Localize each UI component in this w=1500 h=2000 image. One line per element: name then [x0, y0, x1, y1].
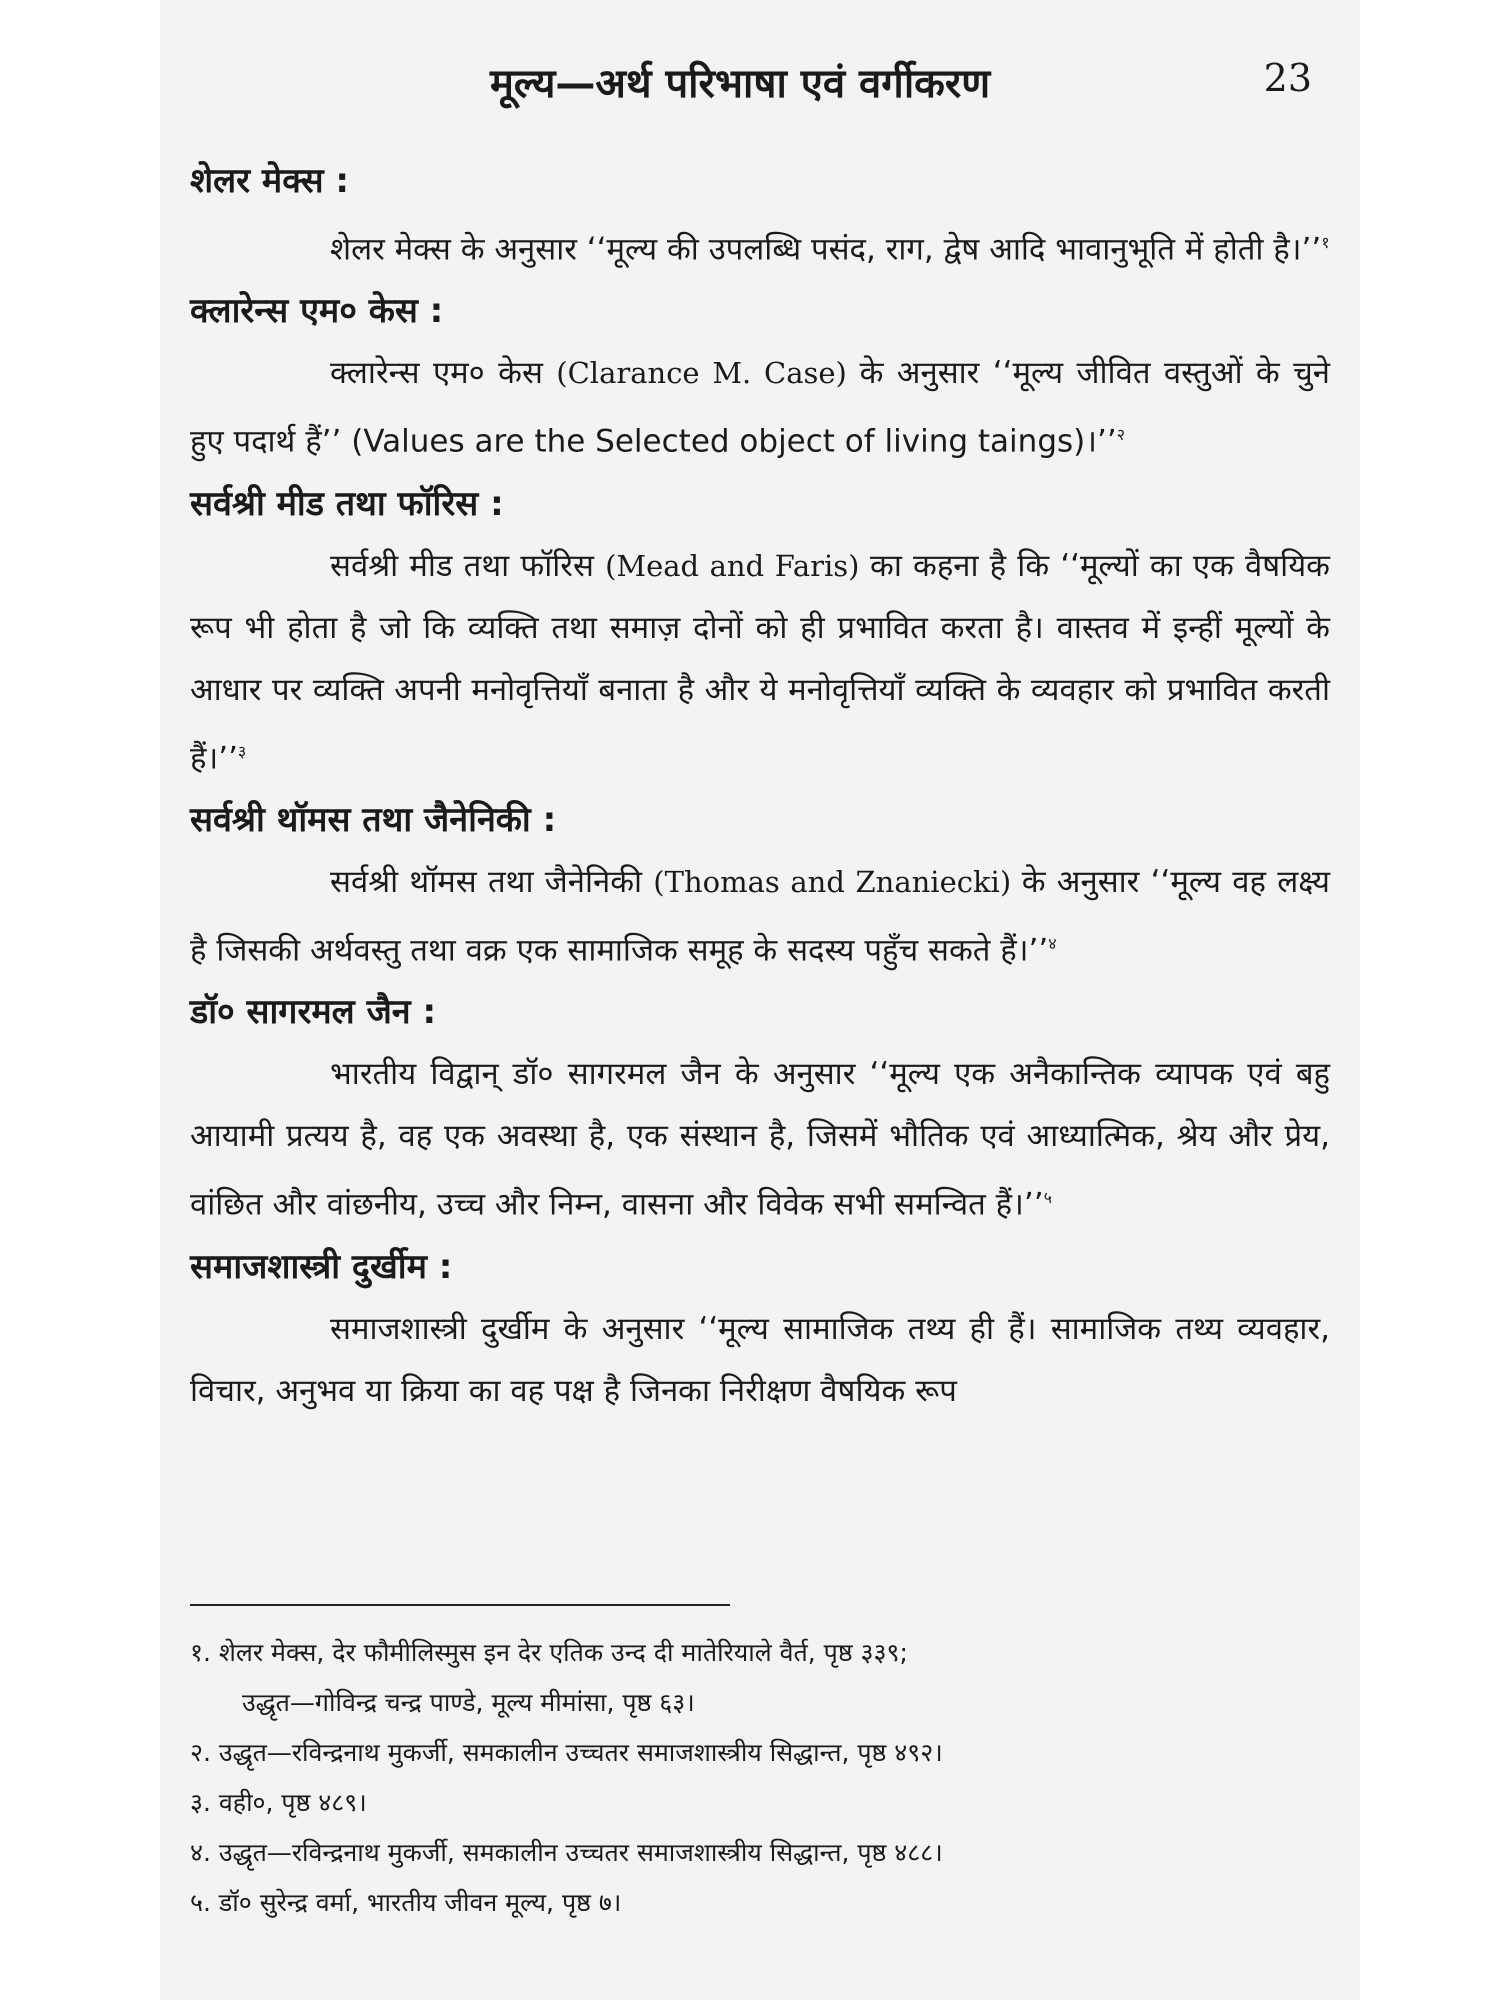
footnotes [190, 1628, 1330, 1928]
paragraph-text: समाजशास्त्री दुर्खीम के अनुसार ‘‘मूल्य सामाजिक तथ्य ही हैं। सामाजिक तथ्य व्यवहार, विचार, अनुभव या क्रिया का वह पक्ष है जिनका निरीक्षण वैषयिक रूप [190, 1310, 1330, 1409]
footnote-item: १. शेलर मेक्स, देर फौमीलिस्मुस इन देर एतिक उन्द दी मातेरियाले वैर्त, पृष्ठ ३३९; [190, 1638, 908, 1667]
section-mead-faris [190, 473, 1330, 789]
page-body [190, 150, 1330, 1422]
footnote-marker: १ [1321, 233, 1330, 252]
chapter-title: मूल्य—अर्थ परिभाषा एवं वर्गीकरण [490, 61, 991, 107]
latin-name: (Clarance M. Case) [556, 356, 860, 391]
section-case [190, 280, 1330, 472]
section-paragraph [190, 212, 1330, 280]
section-heading: शेलर मेक्स : [190, 161, 349, 201]
section-sagarmal-jain [190, 981, 1330, 1235]
footnote-continuation: उद्धृत—गोविन्द्र चन्द्र पाण्डे, मूल्य मीमांसा, पृष्ठ ६३। [242, 1688, 695, 1717]
footnote-marker: २ [1116, 425, 1126, 445]
page-number: 23 [1263, 56, 1312, 100]
footnote-marker: ३ [237, 741, 247, 761]
section-heading: डॉ० सागरमल जैन : [190, 992, 437, 1033]
latin-name: (Mead and Faris) [605, 548, 871, 583]
section-heading: सर्वश्री थॉमस तथा जैनेनिकी : [190, 799, 557, 840]
section-durkheim [190, 1236, 1330, 1422]
paragraph-text-continued: के अनुसार ‘‘मूल्य जीवित वस्तुओं के चुने हुए पदार्थ हैं’’ (Values are the Selected object of living taings)।’’ [190, 355, 1330, 460]
paragraph-text: सर्वश्री मीड तथा फॉरिस [330, 547, 606, 584]
paragraph-text: सर्वश्री थॉमस तथा जैनेनिकी [330, 863, 654, 900]
section-paragraph [190, 1298, 1330, 1422]
running-header [160, 48, 1360, 108]
section-paragraph [190, 342, 1330, 472]
section-heading: समाजशास्त्री दुर्खीम : [190, 1246, 453, 1287]
section-paragraph [190, 535, 1330, 789]
book-page [160, 0, 1360, 2000]
section-scheler [190, 150, 1330, 280]
section-paragraph [190, 1043, 1330, 1235]
section-thomas-znaniecki [190, 789, 1330, 981]
footnote-marker: ४ [1048, 933, 1057, 953]
paragraph-text-continued: का कहना है कि ‘‘मूल्यों का एक वैषयिक रूप भी होता है जो कि व्यक्ति तथा समाज़ दोनों को ही प्रभावित करता है। वास्तव में इन्हीं मूल्यों के आधार पर व्यक्ति अपनी मनोवृत्तियाँ बनाता है और ये मनोवृत्तियाँ व्यक्ति के व्यवहार को प्रभावित करती हैं।’’ [190, 547, 1330, 776]
paragraph-text: शेलर मेक्स के अनुसार ‘‘मूल्य की उपलब्धि पसंद, राग, द्वेष आदि भावानुभूति में होती है।’’ [330, 231, 1322, 268]
paragraph-text-continued: के अनुसार ‘‘मूल्य वह लक्ष्य है जिसकी अर्थवस्तु तथा वक्र एक सामाजिक समूह के सदस्य पहुँच सकते हैं।’’ [190, 863, 1330, 969]
footnote-marker: ५ [1043, 1188, 1052, 1208]
footnote-item: ३. वही०, पृष्ठ ४८९। [190, 1788, 367, 1817]
section-heading: सर्वश्री मीड तथा फॉरिस : [190, 483, 504, 524]
latin-name: (Thomas and Znaniecki) [653, 864, 1022, 899]
paragraph-text: भारतीय विद्वान् डॉ० सागरमल जैन के अनुसार ‘‘मूल्य एक अनैकान्तिक व्यापक एवं बहु आयामी प्रत्यय है, वह एक अवस्था है, एक संस्थान है, जिसमें भौतिक एवं आध्यात्मिक, श्रेय और प्रेय, वांछित और वांछनीय, उच्च और निम्न, वासना और विवेक सभी समन्वित हैं।’’ [190, 1056, 1330, 1223]
footnote-divider [190, 1604, 730, 1606]
section-heading: क्लारेन्स एम० केस : [190, 291, 444, 332]
footnote-item: ५. डॉ० सुरेन्द्र वर्मा, भारतीय जीवन मूल्य, पृष्ठ ७। [190, 1888, 622, 1917]
page-margin [0, 0, 160, 2000]
footnote-item: २. उद्धृत—रविन्द्रनाथ मुकर्जी, समकालीन उच्चतर समाजशास्त्रीय सिद्धान्त, पृष्ठ ४९२। [190, 1738, 943, 1767]
paragraph-text: क्लारेन्स एम० केस [330, 355, 557, 392]
footnote-item: ४. उद्धृत—रविन्द्रनाथ मुकर्जी, समकालीन उच्चतर समाजशास्त्रीय सिद्धान्त, पृष्ठ ४८८। [190, 1838, 943, 1867]
section-paragraph [190, 851, 1330, 981]
